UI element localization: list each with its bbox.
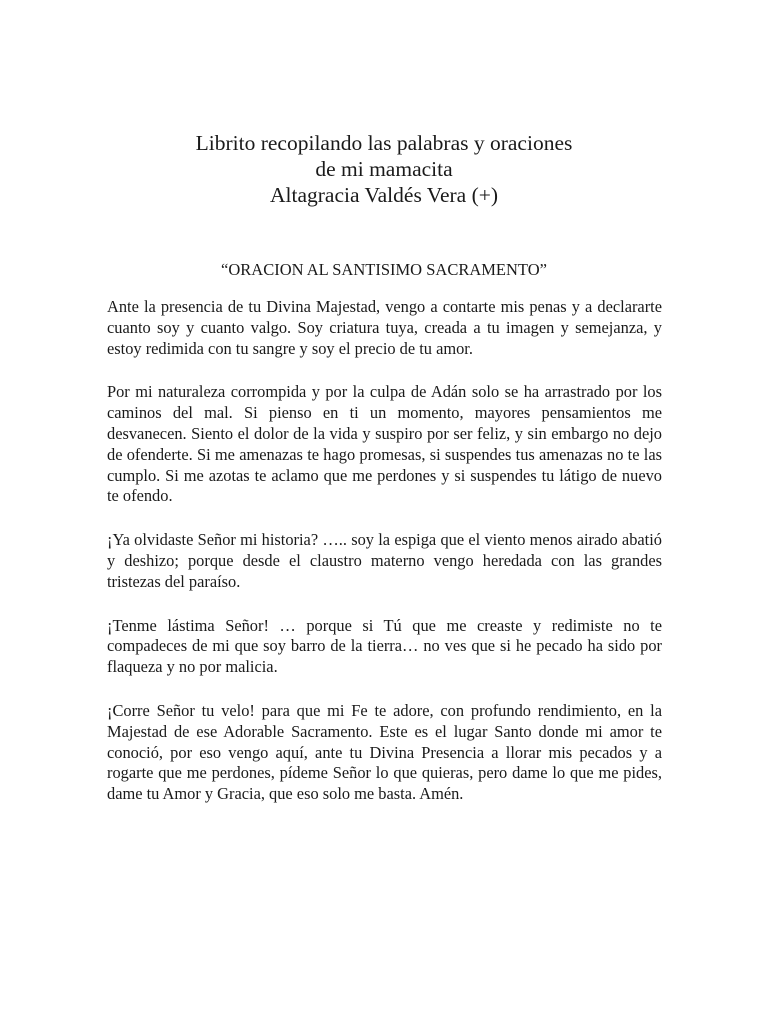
paragraph-1: Ante la presencia de tu Divina Majestad, vengo a contarte mis penas y a declararte cuanto soy y cuanto valgo. Soy criatura tuya, creada a tu imagen y semejanza, y estoy redimida con tu sangre y soy el precio de tu amor. <box>107 297 662 358</box>
paragraph-5: ¡Corre Señor tu velo! para que mi Fe te adore, con profundo rendimiento, en la Majestad de ese Adorable Sacramento. Este es el lugar Santo donde mi amor te conoció, por eso vengo aquí, ante tu Divina Presencia a llorar mis pecados y a rogarte que me perdones, pídeme Señor lo que quieras, pero dame lo que me pides, dame tu Amor y Gracia, que eso solo me basta. Amén. <box>107 700 662 804</box>
paragraph-2: Por mi naturaleza corrompida y por la culpa de Adán solo se ha arrastrado por los caminos del mal. Si pienso en ti un momento, mayores pensamientos me desvanecen. Siento el dolor de la vida y suspiro por ser feliz, y sin embargo no dejo de ofenderte. Si me amenazas te hago promesas, si suspendes tus amenazas no te las cumplo. Si me azotas te aclamo que me perdones y si suspendes tu látigo de nuevo te ofendo. <box>107 382 662 506</box>
prayer-heading: “ORACION AL SANTISIMO SACRAMENTO” <box>221 260 547 279</box>
prayer-body <box>107 297 662 828</box>
paragraph-4: ¡Tenme lástima Señor! … porque si Tú que me creaste y redimiste no te compadeces de mi que soy barro de la tierra… no ves que si he pecado ha sido por flaqueza y no por malicia. <box>107 615 662 677</box>
title-line-1: Librito recopilando las palabras y oraciones <box>195 131 573 155</box>
document-title <box>0 130 768 208</box>
title-line-3: Altagracia Valdés Vera (+) <box>269 183 499 207</box>
paragraph-3: ¡Ya olvidaste Señor mi historia? ….. soy la espiga que el viento menos airado abatió y deshizo; porque desde el claustro materno vengo heredada con las grandes tristezas del paraíso. <box>107 530 662 591</box>
title-line-2: de mi mamacita <box>315 157 453 181</box>
